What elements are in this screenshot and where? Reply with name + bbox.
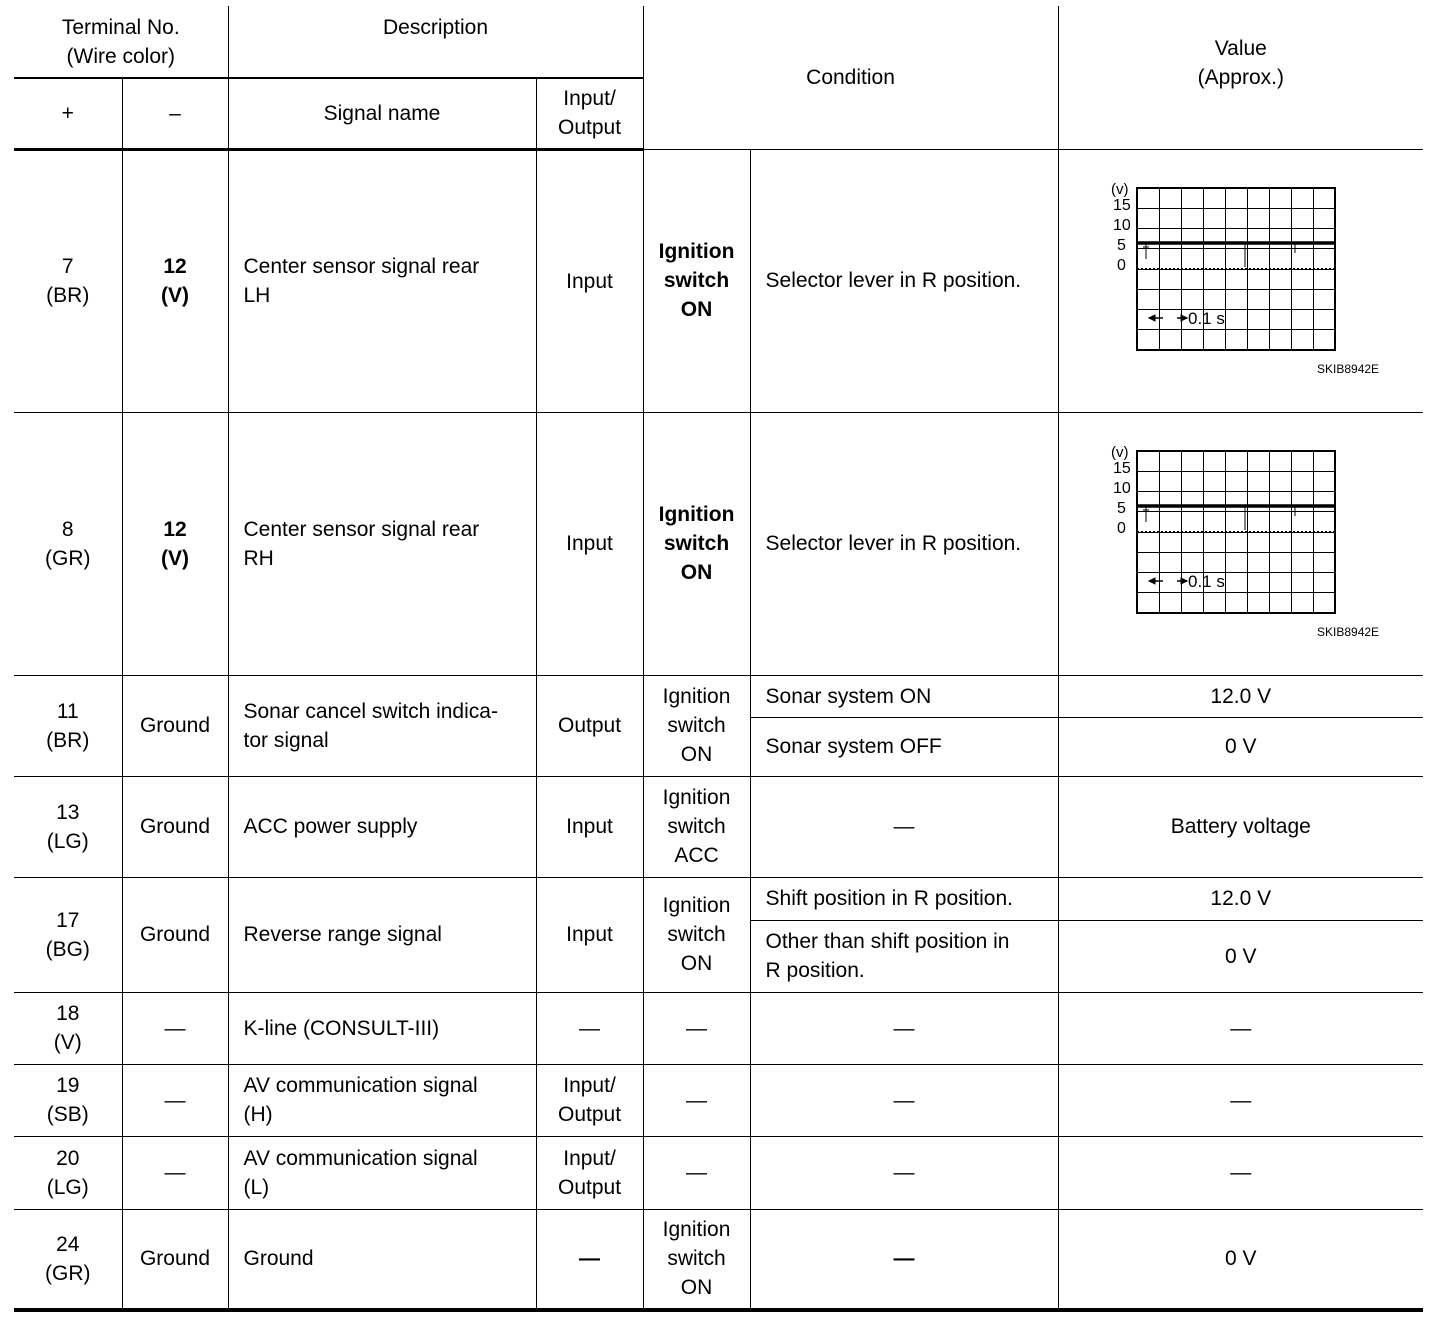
terminal-plus: 18 (V): [14, 992, 122, 1064]
signal-name: ACC power supply: [228, 776, 536, 877]
signal-name: AV communication signal (L): [228, 1136, 536, 1209]
condition-detail: Shift position in R position.: [750, 877, 1058, 920]
condition-detail: Selector lever in R position.: [750, 412, 1058, 675]
table-row: [14, 412, 1423, 675]
condition-detail: Selector lever in R position.: [750, 149, 1058, 412]
terminal-plus: 20 (LG): [14, 1136, 122, 1209]
terminal-minus: Ground: [122, 1209, 228, 1310]
value-waveform: [1058, 412, 1423, 675]
signal-name: AV communication signal (H): [228, 1064, 536, 1136]
time-scale-label: 0.1 s: [1187, 308, 1225, 328]
input-output: —: [536, 1209, 643, 1310]
table-row: [14, 1064, 1423, 1136]
input-output: Output: [536, 675, 643, 776]
terminal-spec-table: [14, 6, 1423, 1312]
terminal-plus: 8 (GR): [14, 412, 122, 675]
condition-detail: —: [750, 1136, 1058, 1209]
condition-detail: —: [750, 776, 1058, 877]
condition-detail: Other than shift position in R position.: [750, 920, 1058, 992]
terminal-plus: 13 (LG): [14, 776, 122, 877]
condition-switch: —: [643, 1064, 750, 1136]
terminal-minus: —: [122, 1136, 228, 1209]
input-output-header: Input/ Output: [536, 78, 643, 149]
condition-switch: —: [643, 1136, 750, 1209]
condition-detail: Sonar system OFF: [750, 717, 1058, 776]
value-text: 0 V: [1058, 717, 1423, 776]
condition-switch: —: [643, 992, 750, 1064]
minus-header: –: [122, 78, 228, 149]
condition-switch: Ignition switch ON: [643, 412, 750, 675]
description-header: Description: [228, 6, 643, 78]
condition-detail: —: [750, 1064, 1058, 1136]
y-tick-label: 10: [1112, 479, 1131, 497]
input-output: Input: [536, 877, 643, 992]
terminal-minus: —: [122, 1064, 228, 1136]
plus-header: +: [14, 78, 122, 149]
figure-code: SKIB8942E: [1316, 361, 1379, 376]
value-text: 0 V: [1058, 920, 1423, 992]
signal-name: Ground: [228, 1209, 536, 1310]
signal-name: Center sensor signal rear LH: [228, 149, 536, 412]
value-text: —: [1058, 1136, 1423, 1209]
value-text: —: [1058, 1064, 1423, 1136]
value-text: 0 V: [1058, 1209, 1423, 1310]
figure-code: SKIB8942E: [1316, 624, 1379, 639]
condition-switch: Ignition switch ON: [643, 149, 750, 412]
y-tick-label: 0: [1116, 519, 1126, 537]
y-axis-unit: (v): [1110, 443, 1129, 461]
signal-name: K-line (CONSULT-III): [228, 992, 536, 1064]
y-tick-label: 0: [1116, 256, 1126, 274]
table-row: [14, 675, 1423, 717]
input-output: Input: [536, 412, 643, 675]
value-text: Battery voltage: [1058, 776, 1423, 877]
input-output: Input: [536, 149, 643, 412]
terminal-plus: 24 (GR): [14, 1209, 122, 1310]
time-scale-label: 0.1 s: [1187, 571, 1225, 591]
waveform-chart: [1091, 444, 1391, 644]
value-header: Value (Approx.): [1058, 6, 1423, 149]
condition-header: Condition: [643, 6, 1058, 149]
table-row: [14, 992, 1423, 1064]
y-tick-label: 15: [1112, 459, 1131, 477]
signal-name: Center sensor signal rear RH: [228, 412, 536, 675]
table-row: [14, 776, 1423, 877]
terminal-minus: —: [122, 992, 228, 1064]
terminal-minus: Ground: [122, 877, 228, 992]
input-output: Input/ Output: [536, 1136, 643, 1209]
condition-detail: —: [750, 1209, 1058, 1310]
table-row: [14, 877, 1423, 920]
terminal-minus: Ground: [122, 675, 228, 776]
table-row: [14, 149, 1423, 412]
terminal-minus: Ground: [122, 776, 228, 877]
value-text: 12.0 V: [1058, 877, 1423, 920]
input-output: Input/ Output: [536, 1064, 643, 1136]
value-waveform: [1058, 149, 1423, 412]
condition-switch: Ignition switch ON: [643, 675, 750, 776]
y-tick-label: 5: [1116, 499, 1126, 517]
condition-detail: Sonar system ON: [750, 675, 1058, 717]
terminal-plus: 19 (SB): [14, 1064, 122, 1136]
value-text: 12.0 V: [1058, 675, 1423, 717]
y-tick-label: 10: [1112, 216, 1131, 234]
condition-detail: —: [750, 992, 1058, 1064]
y-tick-label: 15: [1112, 196, 1131, 214]
value-text: —: [1058, 992, 1423, 1064]
signal-name: Reverse range signal: [228, 877, 536, 992]
condition-switch: Ignition switch ACC: [643, 776, 750, 877]
condition-switch: Ignition switch ON: [643, 1209, 750, 1310]
terminal-plus: 11 (BR): [14, 675, 122, 776]
input-output: Input: [536, 776, 643, 877]
y-tick-label: 5: [1116, 236, 1126, 254]
terminal-minus: 12 (V): [122, 149, 228, 412]
y-axis-unit: (v): [1110, 180, 1129, 198]
terminal-no-header: Terminal No. (Wire color): [14, 6, 228, 78]
signal-name: Sonar cancel switch indica- tor signal: [228, 675, 536, 776]
signal-name-header: Signal name: [228, 78, 536, 149]
terminal-minus: 12 (V): [122, 412, 228, 675]
terminal-plus: 17 (BG): [14, 877, 122, 992]
terminal-plus: 7 (BR): [14, 149, 122, 412]
table-row: [14, 1209, 1423, 1310]
waveform-chart: [1091, 181, 1391, 381]
table-row: [14, 1136, 1423, 1209]
input-output: —: [536, 992, 643, 1064]
condition-switch: Ignition switch ON: [643, 877, 750, 992]
